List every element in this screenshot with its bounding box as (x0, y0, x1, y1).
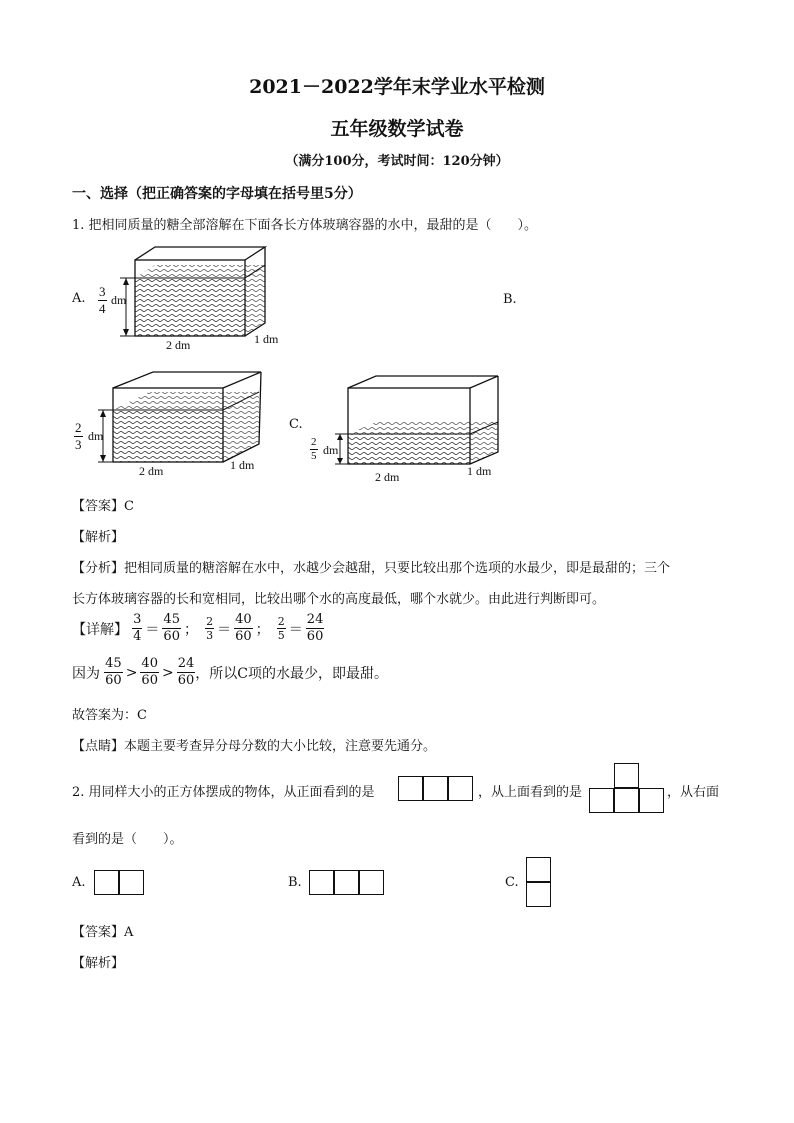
detail-frac-2a: $\frac{2}{3}$ (206, 615, 214, 642)
q2-stem-d: 看到的是（ ）。 (72, 832, 183, 847)
figure-c-height-unit: dm (323, 443, 339, 457)
q1-fenxi-line2: 长方体玻璃容器的长和宽相同，比较出哪个水的高度最低，哪个水就少。由此进行判断即可。 (72, 592, 606, 607)
q1-option-c-label: C. (289, 417, 303, 432)
section-heading: 一、选择（把正确答案的字母填在括号里5分） (72, 186, 362, 202)
detail-tag: 【详解】 (72, 621, 128, 638)
q2-option-a-label: A. (72, 875, 86, 890)
figure-c-width: 1 dm (467, 464, 492, 478)
figure-a-numerator: 3 (99, 284, 106, 299)
figure-b-height-unit: dm (88, 429, 104, 443)
detail-frac-1b: $\frac{45}{60}$ (163, 612, 180, 644)
q2-option-b-label: B. (288, 875, 302, 890)
detail-frac-2b: $\frac{40}{60}$ (235, 612, 252, 644)
container-figure-b (95, 370, 305, 480)
fenxi-text-1: 把相同质量的糖溶解在水中，水越少会越甜，只要比较出那个选项的水最少，即是最甜的；三个 (124, 561, 671, 576)
answer-tag: 【答案】 (72, 925, 125, 940)
because-frac-3: $\frac{24}{60}$ (177, 656, 195, 688)
figure-c-length: 2 dm (375, 470, 400, 484)
detail-frac-1a: $\frac{3}{4}$ (133, 612, 142, 644)
q2-option-c-label: C. (505, 875, 519, 890)
figure-a-width: 1 dm (254, 332, 279, 346)
because-frac-1: $\frac{45}{60}$ (105, 656, 122, 688)
dianjing-tag: 【点睛】 (72, 739, 125, 754)
figure-a-height-unit: dm (111, 293, 127, 307)
q1-because-line: 因为 $\frac{45}{60}$ > $\frac{40}{60}$ > $\frac{24}{60}$ ，所以C项的水最少，即最甜。 (72, 656, 388, 688)
q1-conclusion: 故答案为：C (72, 708, 147, 723)
figure-c-numerator: 2 (311, 436, 317, 448)
q1-stem: 1. 把相同质量的糖全部溶解在下面各长方体玻璃容器的水中，最甜的是（ ）。 (72, 218, 538, 233)
because-frac-2: $\frac{40}{60}$ (141, 656, 158, 688)
figure-b-numerator: 2 (75, 420, 82, 435)
q2-stem-c: ，从右面 (667, 785, 720, 800)
q1-dianjing (72, 735, 436, 754)
figure-a-length: 2 dm (166, 338, 191, 352)
q1-option-b-label: B. (503, 292, 517, 307)
exam-info: （满分100分，考试时间：120分钟） (285, 154, 509, 169)
detail-frac-3b: $\frac{24}{60}$ (306, 612, 324, 644)
figure-c-denominator: 5 (311, 450, 317, 462)
exam-title: 2021－2022学年末学业水平检测 (249, 76, 545, 98)
exam-subtitle: 五年级数学试卷 (330, 118, 464, 140)
figure-b-length: 2 dm (139, 464, 164, 478)
figure-a-denominator: 4 (99, 301, 106, 316)
q1-option-a-label: A. (72, 291, 86, 306)
figure-b-width: 1 dm (230, 458, 255, 472)
dianjing-text: 本题主要考查异分母分数的大小比较，注意要先通分。 (124, 739, 437, 754)
answer-tag: 【答案】 (72, 499, 125, 514)
detail-frac-3a: $\frac{2}{5}$ (277, 615, 285, 642)
q1-analysis-tag: 【解析】 (72, 530, 125, 545)
figure-c-height-fraction (310, 436, 318, 463)
q2-analysis-tag: 【解析】 (72, 956, 125, 971)
figure-a-height-fraction (98, 284, 107, 317)
q2-stem-a: 2. 用同样大小的正方体摆成的物体，从正面看到的是 (72, 785, 375, 800)
answer-value: C (124, 499, 134, 514)
figure-b-denominator: 3 (75, 437, 82, 452)
q1-detail-line: 【详解】 $\frac{3}{4}$ ＝ $\frac{45}{60}$ ； $\frac{2}{3}$ ＝ $\frac{40}{60}$ ； $\frac{2}{5}$ ＝ $\frac{24}{60}$ (72, 612, 324, 644)
q1-fenxi-line1 (72, 557, 670, 576)
fenxi-tag: 【分析】 (72, 561, 125, 576)
q2-answer (72, 921, 133, 940)
container-figure-c (330, 376, 510, 476)
answer-value: A (124, 925, 134, 940)
q1-answer (72, 495, 134, 514)
figure-b-height-fraction (74, 420, 83, 453)
q2-stem-b: ，从上面看到的是 (478, 785, 583, 800)
